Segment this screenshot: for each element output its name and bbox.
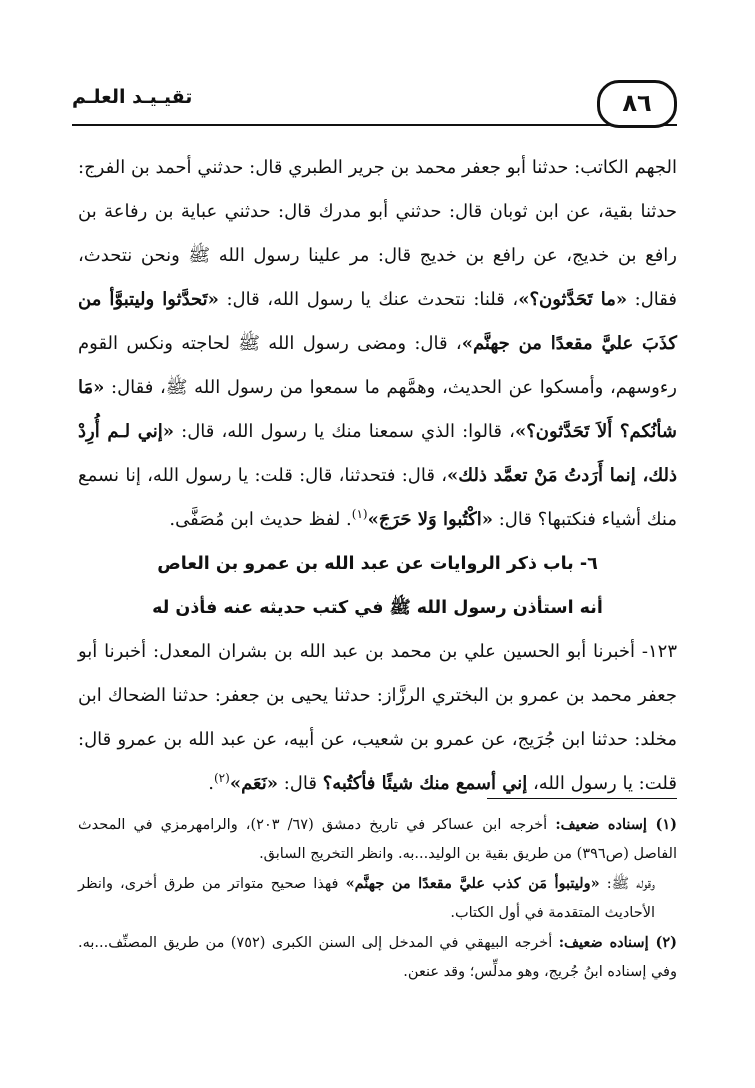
footnote-2 bbox=[78, 928, 677, 987]
hadith-paragraph-1 bbox=[78, 146, 677, 542]
chapter-heading-line-1: ٦- باب ذكر الروايات عن عبد الله بن عمرو بن العاص bbox=[157, 554, 598, 574]
footnote-reference-2[interactable]: (٢) bbox=[213, 771, 230, 785]
main-text bbox=[78, 146, 677, 806]
chapter-heading-line-2: أنه استأذن رسول الله ﷺ في كتب حديثه عنه فأذن له bbox=[152, 598, 603, 618]
book-title: تقيـيـد العلـم bbox=[72, 86, 193, 108]
footnotes bbox=[78, 810, 677, 987]
text-segment: ، قالوا: الذي سمعنا منك يا رسول الله، قال: bbox=[174, 421, 515, 442]
footnote-1 bbox=[78, 810, 677, 869]
text-segment: ، قلنا: نتحدث عنك يا رسول الله، قال: bbox=[218, 289, 519, 310]
footnote-quote: «وليتبوأ مَن كذب عليَّ مقعدًا من جهنَّم» bbox=[345, 875, 600, 892]
quote-bold: «نَعَم» bbox=[229, 773, 278, 794]
text-segment: . bbox=[208, 773, 214, 794]
quote-bold: «اكْتُبوا وَلا حَرَجَ» bbox=[367, 509, 493, 530]
text-segment: ١٢٣- أخبرنا أبو الحسين علي بن محمد بن عبد الله بن بشران المعدل: أخبرنا أبو جعفر محمد بن عمرو بن البختري الرزَّاز: حدثنا يحيى بن جعفر: حدثنا الضحاك ابن مخلد: حدثنا ابن جُرَيج، عن عمرو بن شعيب، عن أبيه، عن عبد الله بن عمرو قال: قلت: يا رسول الله، bbox=[78, 641, 677, 794]
text-segment: قال: bbox=[278, 773, 323, 794]
quote-bold: «ما تَحَدَّثون؟» bbox=[518, 289, 628, 310]
text-segment: . لفظ حديث ابن مُصَفَّى. bbox=[169, 509, 352, 530]
text-segment: ، قال: فتحدثنا، قال: قلت: يا رسول الله، إنا نسمع منك أشياء فنكتبها؟ قال: bbox=[78, 465, 677, 530]
hadith-paragraph-2 bbox=[78, 630, 677, 806]
footnote-text: أخرجه ابن عساكر في تاريخ دمشق (٦٧/ ٢٠٣)، والرامهرمزي في المحدث الفاصل (ص٣٩٦) من طريق بقية بن الوليد...به. وانظر التخريج السابق. bbox=[78, 817, 677, 862]
quote-bold: «تَحدَّثوا وليتبوَّأ من كذَبَ عليَّ مقعدًا من جهنَّم» bbox=[78, 289, 677, 354]
page-number: ٨٦ bbox=[597, 80, 677, 128]
footnote-label: (١) إسناده ضعيف: bbox=[555, 816, 677, 833]
footnote-label: (٢) إسناده ضعيف: bbox=[558, 934, 677, 951]
footnote-divider bbox=[487, 798, 677, 799]
quote-bold: «إني لـم أُرِدْ ذلك، إنما أَرَدتُ مَنْ تعمَّد ذلك» bbox=[78, 421, 677, 486]
footnote-text: فهذا صحيح متواتر من طرق أخرى، وانظر الأحاديث المتقدمة في أول الكتاب. bbox=[78, 876, 655, 921]
quote-bold: «مَا شأنُكم؟ أَلاَ تَحَدَّثون؟» bbox=[78, 377, 677, 442]
footnote-text: وقوله ﷺ: bbox=[599, 876, 656, 892]
footnote-reference-1[interactable]: (١) bbox=[351, 507, 368, 521]
page-header bbox=[72, 80, 677, 126]
quote-bold: إني أسمع منك شيئًا فأكتُبه؟ bbox=[322, 773, 528, 794]
text-segment: ، قال: ومضى رسول الله ﷺ لحاجته ونكس القوم رءوسهم، وأمسكوا عن الحديث، وهمَّهم ما سمعوا من رسول الله ﷺ، فقال: bbox=[78, 333, 677, 398]
footnote-1-continuation bbox=[78, 869, 677, 928]
footnote-text: أخرجه البيهقي في المدخل إلى السنن الكبرى (٧٥٢) من طريق المصنِّف...به. وفي إسناده ابنُ جُريج، وهو مدلِّس؛ وقد عنعن. bbox=[78, 935, 677, 980]
text-segment: الجهم الكاتب: حدثنا أبو جعفر محمد بن جرير الطبري قال: حدثني أحمد بن الفرج: حدثنا بقية، عن ابن ثوبان قال: حدثني أبو مدرك قال: حدثني عباية بن رفاعة بن رافع بن خديج، عن رافع بن خديج قال: مر علينا رسول الله ﷺ ونحن نتحدث، فقال: bbox=[78, 157, 677, 310]
